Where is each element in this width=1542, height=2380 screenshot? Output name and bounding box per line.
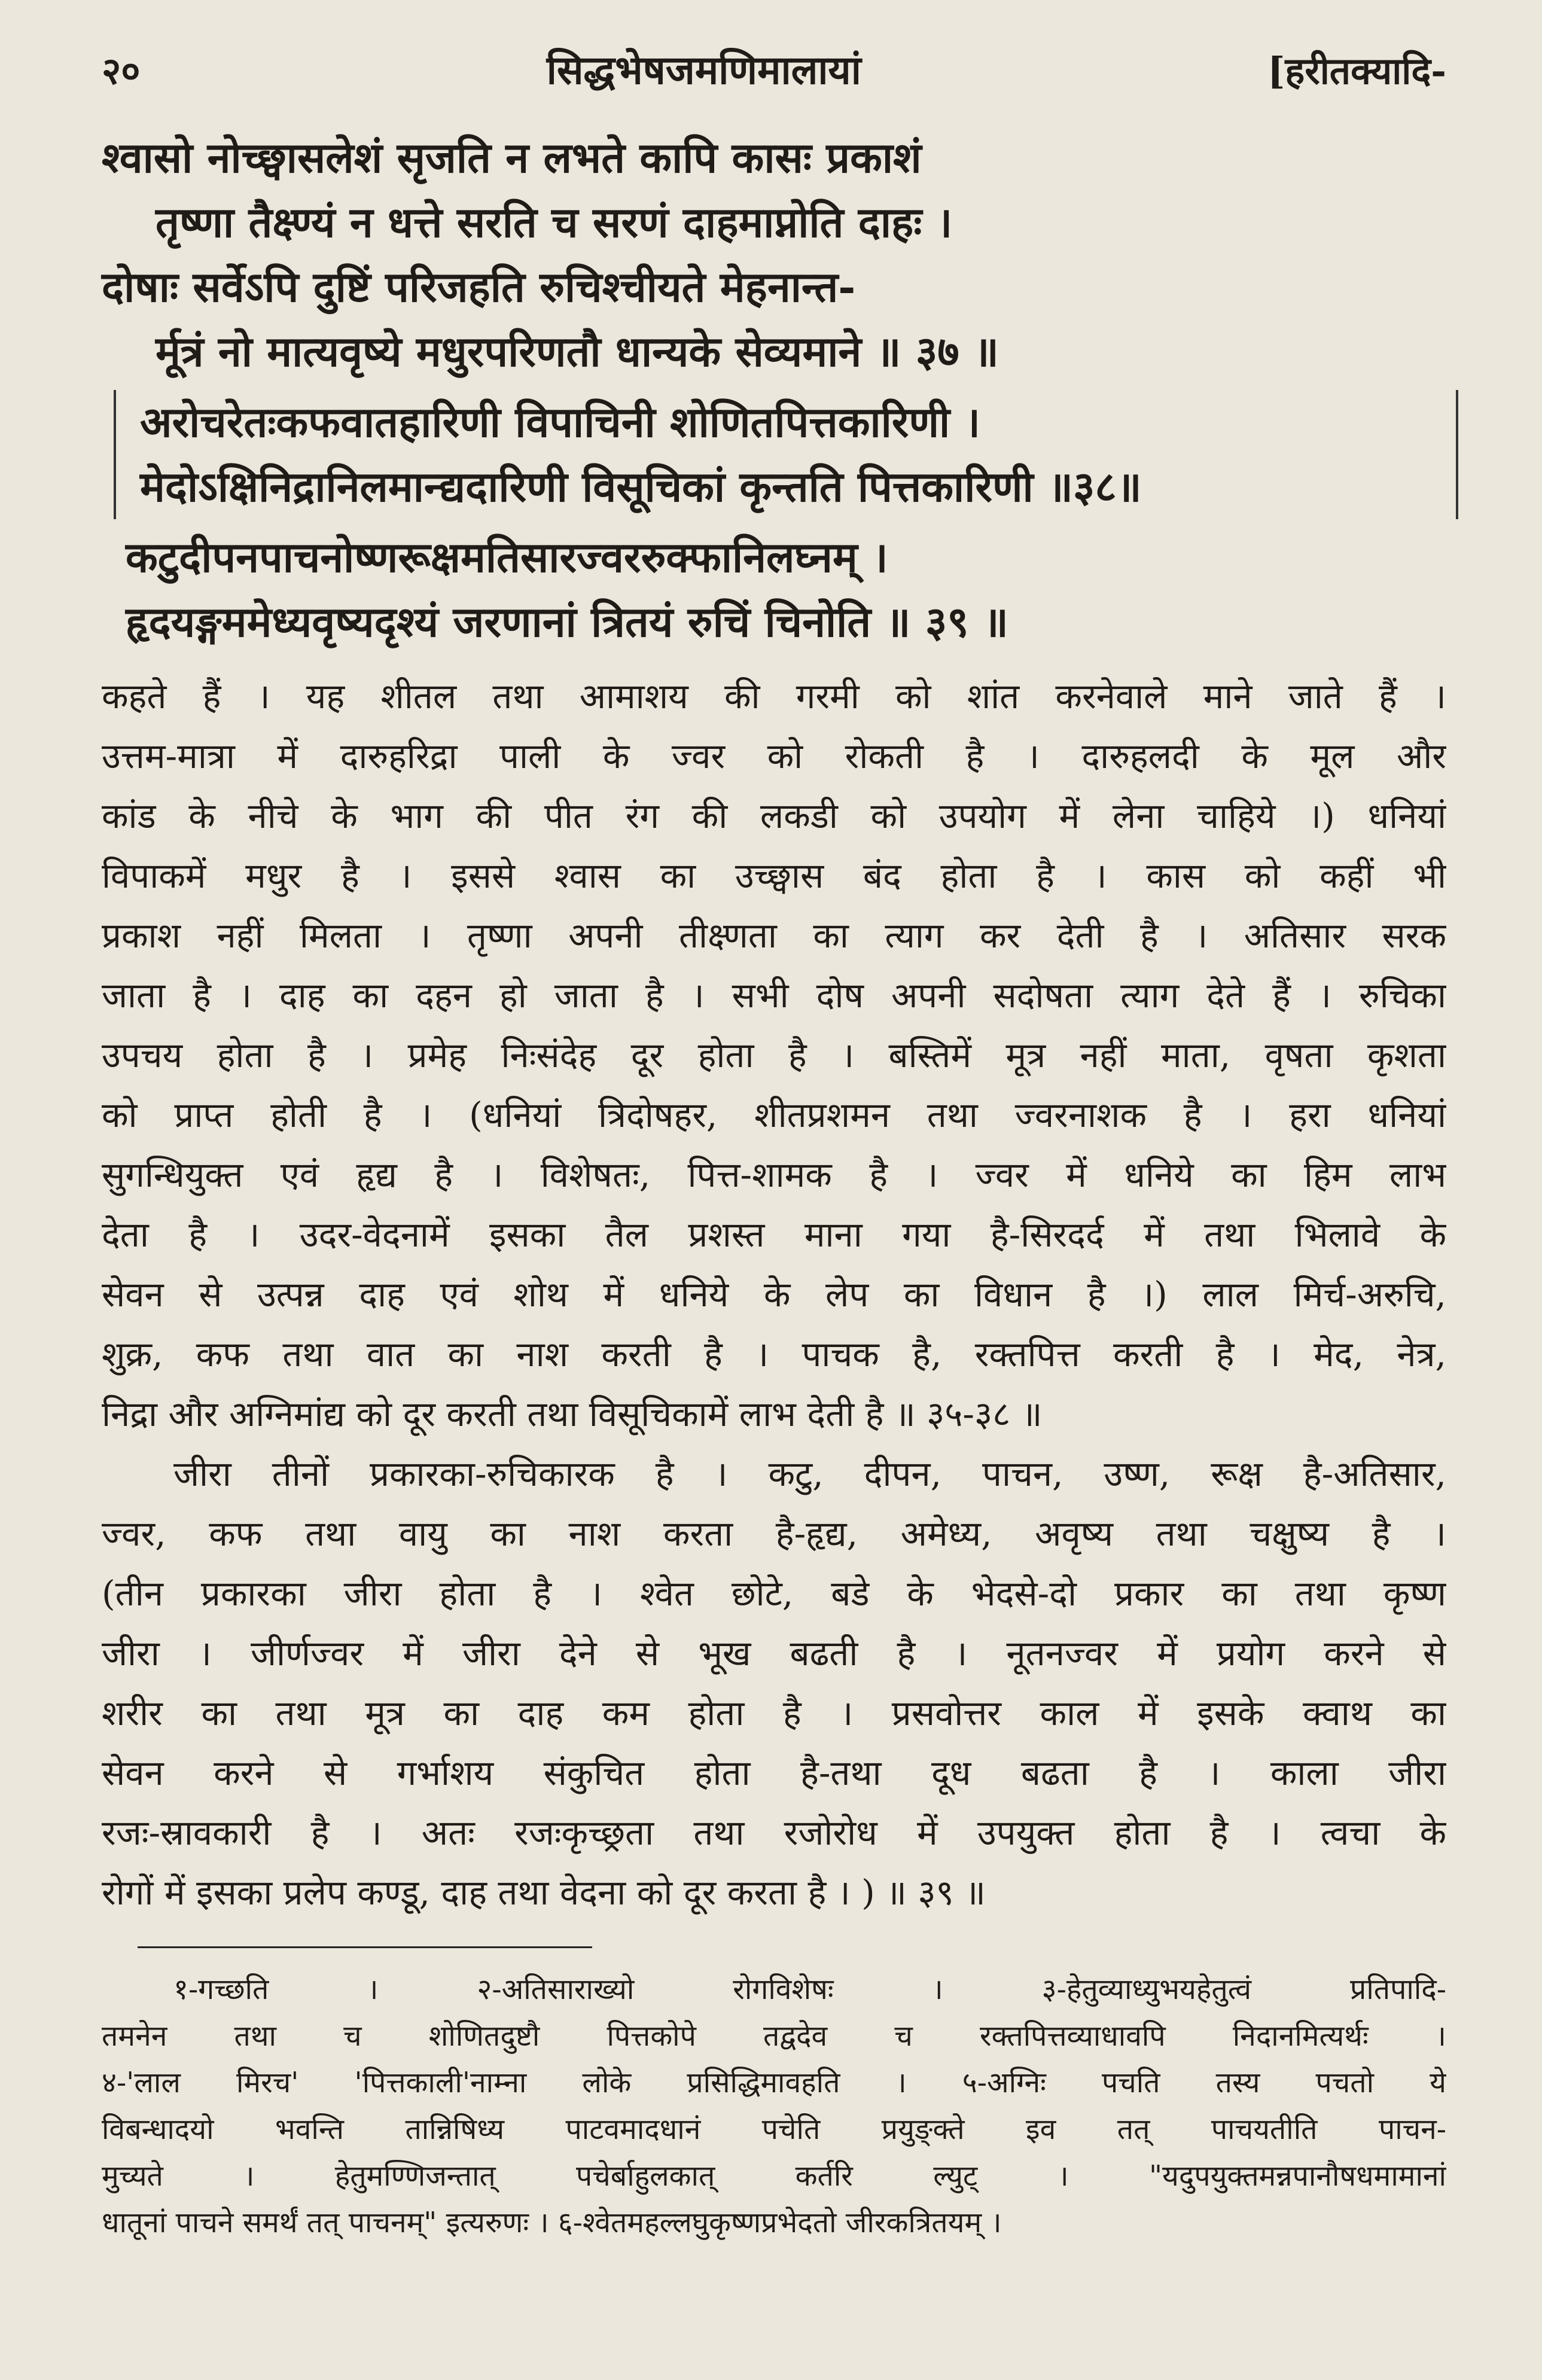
- commentary-line: (तीन प्रकारका जीरा होता है । श्वेत छोटे, बडे के भेदसे-दो प्रकार का तथा कृष्ण: [102, 1573, 1446, 1614]
- footnote-line: ४-'लाल मिरच' 'पित्तकाली'नाम्ना लोके प्रसिद्धिमावहति । ५-अग्निः पचति तस्य पचतो ये: [102, 2066, 1446, 2099]
- sanskrit-verses: [102, 126, 1446, 654]
- bracketed-verse: [114, 390, 1458, 519]
- commentary-line: जीरा । जीर्णज्वर में जीरा देने से भूख बढती है । नूतनज्वर में प्रयोग करने से: [102, 1633, 1446, 1674]
- commentary-line: सेवन से उत्पन्न दाह एवं शोथ में धनिये के लेप का विधान है ।) लाल मिर्च-अरुचि,: [102, 1274, 1446, 1315]
- verse-line: हृदयङ्गममेध्यवृष्यदृश्यं जरणानां त्रितयं रुचिं चिनोति ॥ ३९ ॥: [126, 597, 1008, 647]
- verse-line: श्वासो नोच्छ्वासलेशं सृजति न लभते कापि कासः प्रकाशं: [102, 133, 922, 182]
- footnote-divider: [138, 1946, 592, 1948]
- commentary-line: ज्वर, कफ तथा वायु का नाश करता है-हृद्य, अमेध्य, अवृष्य तथा चक्षुष्य है ।: [102, 1513, 1446, 1554]
- commentary-line: प्रकाश नहीं मिलता । तृष्णा अपनी तीक्ष्णता का त्याग कर देती है । अतिसार सरक: [102, 915, 1446, 956]
- footnote-line: १-गच्छति । २-अतिसाराख्यो रोगविशेषः । ३-हेतुव्याध्युभयहेतुत्वं प्रतिपादि-: [173, 1973, 1446, 2006]
- section-mark: [हरीतक्यादि-: [1267, 49, 1446, 93]
- verse-line: र्मूत्रं नो मात्यवृष्ये मधुरपरिणतौ धान्यके सेव्यमाने ॥ ३७ ॥: [156, 327, 999, 376]
- page-header: [102, 42, 1446, 108]
- commentary-line: उत्तम-मात्रा में दारुहरिद्रा पाली के ज्वर को रोकती है । दारुहलदी के मूल और: [102, 736, 1446, 776]
- commentary-line: रोगों में इसका प्रलेप कण्डू, दाह तथा वेदना को दूर करता है । ) ॥ ३९ ॥: [102, 1872, 986, 1913]
- footnote-line: धातूनां पाचने समर्थं तत् पाचनम्" इत्यरुणः । ६-श्वेतमहल्लघुकृष्णप्रभेदतो जीरकत्रितयम् ।: [102, 2206, 1002, 2239]
- commentary-line: शुक्र, कफ तथा वात का नाश करती है । पाचक है, रक्तपित्त करती है । मेद, नेत्र,: [102, 1334, 1446, 1375]
- commentary-line: कहते हैं । यह शीतल तथा आमाशय की गरमी को शांत करनेवाले माने जाते हैं ।: [102, 676, 1446, 717]
- footnotes: [102, 1966, 1446, 2246]
- footnote-line: तमनेन तथा च शोणितदुष्टौ पित्तकोपे तद्वदेव च रक्तपित्तव्याधावपि निदानमित्यर्थः ।: [102, 2019, 1446, 2053]
- commentary-line: सेवन करने से गर्भाशय संकुचित होता है-तथा दूध बढता है । काला जीरा: [102, 1753, 1446, 1793]
- commentary-line: को प्राप्त होती है । (धनियां त्रिदोषहर, शीतप्रशमन तथा ज्वरनाशक है । हरा धनियां: [102, 1095, 1446, 1135]
- commentary-line: कांड के नीचे के भाग की पीत रंग की लकडी को उपयोग में लेना चाहिये ।) धनियां: [102, 796, 1446, 836]
- commentary-line: रजः-स्रावकारी है । अतः रजःकृच्छ्रता तथा रजोरोध में उपयुक्त होता है । त्वचा के: [102, 1812, 1446, 1853]
- verse-line: तृष्णा तैक्ष्ण्यं न धत्ते सरति च सरणं दाहमाप्नोति दाहः ।: [156, 197, 953, 247]
- commentary-line: जाता है । दाह का दहन हो जाता है । सभी दोष अपनी सदोषता त्याग देते हैं । रुचिका: [102, 975, 1446, 1016]
- hindi-commentary: [102, 666, 1446, 1922]
- commentary-line: निद्रा और अग्निमांद्य को दूर करती तथा विसूचिकामें लाभ देती है ॥ ३५-३८ ॥: [102, 1394, 1043, 1434]
- footnote-line: विबन्धादयो भवन्ति तान्निषिध्य पाटवमादधानं पचेति प्रयुङ्क्ते इव तत् पाचयतीति पाचन-: [102, 2113, 1446, 2146]
- commentary-line: उपचय होता है । प्रमेह निःसंदेह दूर होता है । बस्तिमें मूत्र नहीं माता, वृषता कृशता: [102, 1035, 1446, 1075]
- commentary-line: जीरा तीनों प्रकारका-रुचिकारक है । कटु, दीपन, पाचन, उष्ण, रूक्ष है-अतिसार,: [173, 1453, 1446, 1494]
- verse-line: कटुदीपनपाचनोष्णरूक्षमतिसारज्वररुक्फानिलघ्नम् ।: [126, 532, 888, 582]
- commentary-line: विपाकमें मधुर है । इससे श्वास का उच्छ्वास बंद होता है । कास को कहीं भी: [102, 855, 1446, 896]
- verse-line: अरोचरेतःकफवातहारिणी विपाचिनी शोणितपित्तकारिणी ।: [140, 397, 980, 447]
- commentary-line: सुगन्धियुक्त एवं हृद्य है । विशेषतः, पित्त-शामक है । ज्वर में धनिये का हिम लाभ: [102, 1154, 1446, 1195]
- commentary-line: शरीर का तथा मूत्र का दाह कम होता है । प्रसवोत्तर काल में इसके क्वाथ का: [102, 1693, 1446, 1733]
- running-title: सिद्धभेषजमणिमालायां: [546, 47, 861, 93]
- footnote-line: मुच्यते । हेतुमण्णिजन्तात् पचेर्बाहुलकात् कर्तरि ल्युट् । "यदुपयुक्तमन्नपानौषधमामानां: [102, 2159, 1446, 2193]
- commentary-line: देता है । उदर-वेदनामें इसका तैल प्रशस्त माना गया है-सिरदर्द में तथा भिलावे के: [102, 1214, 1446, 1255]
- page-number: २०: [102, 49, 141, 93]
- verse-line: दोषाः सर्वेऽपि दुष्टिं परिजहति रुचिश्चीयते मेहनान्त-: [102, 262, 856, 312]
- verse-line: मेदोऽक्षिनिद्रानिलमान्द्यदारिणी विसूचिकां कृन्तति पित्तकारिणी ॥३८॥: [140, 462, 1142, 511]
